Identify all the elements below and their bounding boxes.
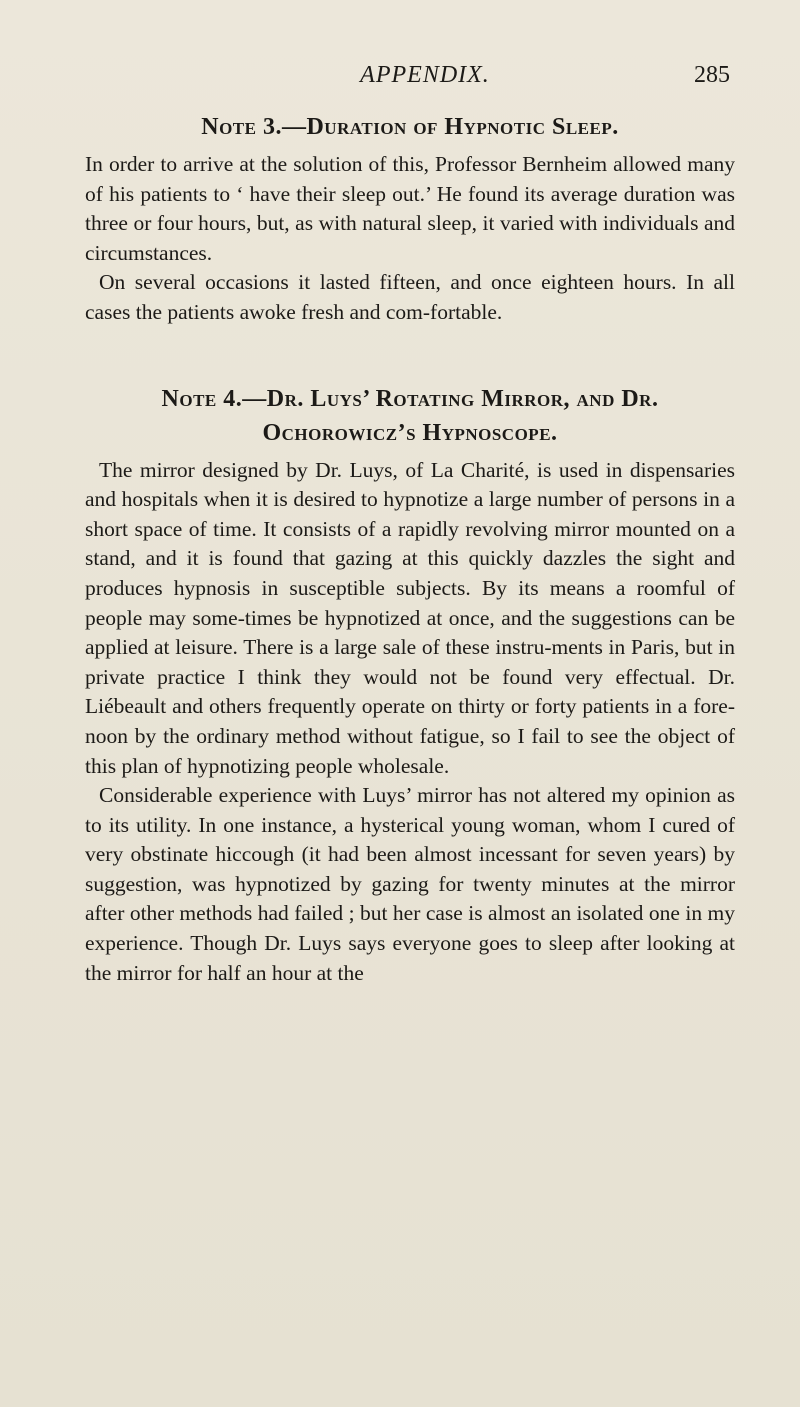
page-content xyxy=(85,110,735,988)
note-3-heading: Note 3.—Duration of Hypnotic Sleep. xyxy=(201,114,619,140)
note-4-heading-line-1: Note 4.—Dr. Luys’ Rotating Mirror, and Dr. xyxy=(161,385,659,412)
page-number: 285 xyxy=(694,62,730,88)
running-title: APPENDIX. xyxy=(360,62,490,88)
note-4-paragraph-2: Considerable experience with Luys’ mirror has not altered my opinion as to its utility. In one instance, a hysterical young woman, whom I cured of very obstinate hiccough (it had been almost incessant for seven years) by suggestion, was hypnotized by gazing for twenty minutes at the mirror after other methods had failed ; but her case is almost an isolated one in my experience. Though Dr. Luys says everyone goes to sleep after looking at the mirror for half an hour at the xyxy=(85,783,735,985)
note-4-heading-line-2: Ochorowicz’s Hypnoscope. xyxy=(262,419,558,446)
note-3-paragraph-1: In order to arrive at the solution of this, Professor Bernheim allowed many of his patients to ‘ have their sleep out.’ He found its average duration was three or four hours, but, as with natural sleep, it varied with individuals and circumstances. xyxy=(85,152,735,265)
note-3-paragraph-2: On several occasions it lasted fifteen, and once eighteen hours. In all cases the patients awoke fresh and com-fortable. xyxy=(85,270,735,324)
note-4-heading xyxy=(85,382,735,450)
note-4-paragraph-1: The mirror designed by Dr. Luys, of La Charité, is used in dispensaries and hospitals when it is desired to hypnotize a large number of persons in a short space of time. It consists of a rapidly revolving mirror mounted on a stand, and it is found that gazing at this quickly dazzles the sight and produces hypnosis in susceptible subjects. By its means a roomful of people may some-times be hypnotized at once, and the suggestions can be applied at leisure. There is a large sale of these instru-ments in Paris, but in private practice I think they would not be found very effectual. Dr. Liébeault and others frequently operate on thirty or forty patients in a fore-noon by the ordinary method without fatigue, so I fail to see the object of this plan of hypnotizing people wholesale. xyxy=(85,457,735,778)
running-head xyxy=(120,58,730,98)
